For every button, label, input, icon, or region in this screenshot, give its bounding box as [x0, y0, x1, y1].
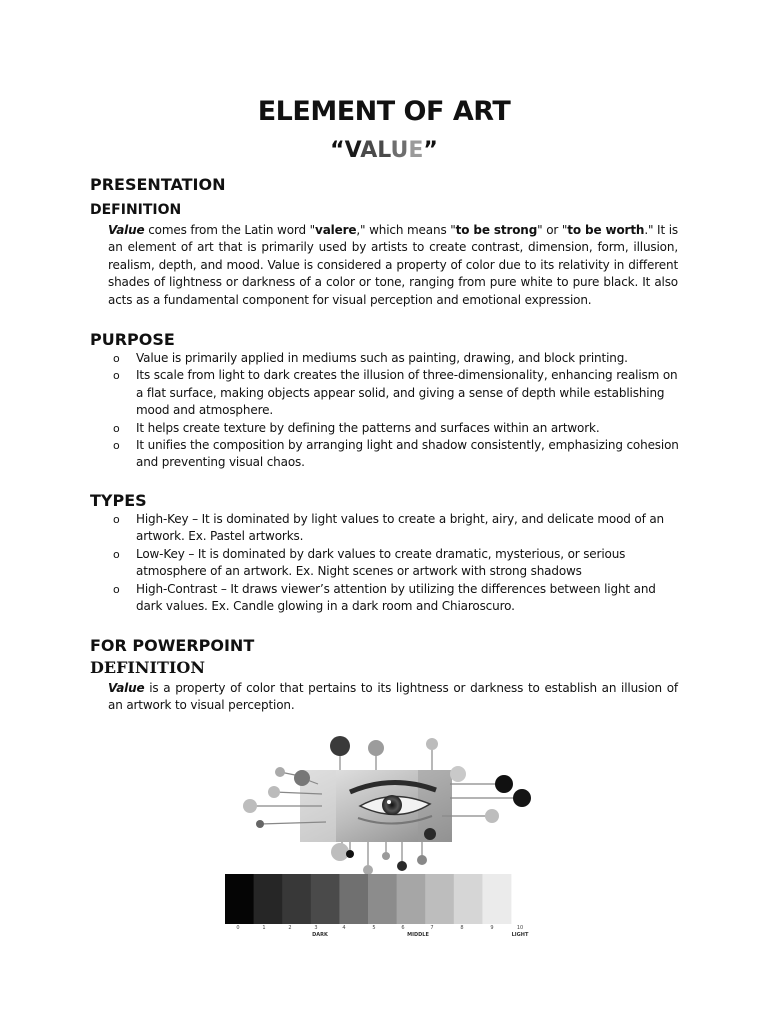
- list-item: o Low-Key – It is dominated by dark values to create dramatic, mysterious, or serious atmosphere of an artwork. Ex. Night scenes or artwork with strong shadows: [110, 546, 680, 581]
- scale-number: 4: [342, 925, 346, 931]
- powerpoint-definition-heading: DEFINITION: [90, 658, 205, 677]
- definition-text: ," which means ": [356, 223, 456, 237]
- value-swatch: [254, 874, 283, 924]
- eye-icon: [382, 795, 402, 815]
- scale-label-dark: DARK: [312, 932, 328, 938]
- subtitle-letter-e: E: [408, 138, 424, 163]
- list-item: o Its scale from light to dark creates the illusion of three-dimensionality, enhancing realism on a flat surface, making objects appear solid, and giving a sense of depth while establishing mood and atmosphere.: [110, 367, 680, 419]
- definition-text: ." It is an element of art that is primarily used by artists to create contrast, dimension, form, illusion, realism, depth, and mood. Value is considered a property of color due to its relativity in different shades of lightness or darkness of a color or tone, ranging from pure white to pure black. It also acts as a fundamental component for visual perception and emotional expression.: [108, 223, 678, 307]
- definition-heading: DEFINITION: [90, 202, 182, 218]
- definition-term: Value: [108, 223, 145, 237]
- powerpoint-definition-paragraph: [108, 680, 678, 715]
- powerpoint-heading: FOR POWERPOINT: [90, 636, 255, 655]
- definition-latin-word: valere: [315, 223, 357, 237]
- definition-meaning-2: to be worth: [567, 223, 645, 237]
- scale-number: 8: [460, 925, 464, 931]
- subtitle-letter-a: A: [360, 138, 378, 163]
- list-item: o High-Key – It is dominated by light values to create a bright, airy, and delicate mood of an artwork. Ex. Pastel artworks.: [110, 511, 680, 546]
- value-swatch: [425, 874, 454, 924]
- document-title: ELEMENT OF ART: [257, 96, 511, 127]
- definition-paragraph: [108, 222, 678, 309]
- scale-number: 9: [490, 925, 494, 931]
- list-item: o It unifies the composition by arranging light and shadow consistently, emphasizing cohesion and preventing visual chaos.: [110, 437, 680, 472]
- value-swatch: [397, 874, 426, 924]
- presentation-heading: PRESENTATION: [90, 175, 226, 194]
- scale-number: 5: [372, 925, 376, 931]
- definition-meaning-1: to be strong: [455, 223, 538, 237]
- definition-text: comes from the Latin word ": [144, 223, 316, 237]
- open-quote: “: [330, 138, 345, 163]
- value-swatch: [311, 874, 340, 924]
- scale-number: 7: [430, 925, 434, 931]
- document-subtitle: [0, 138, 768, 163]
- subtitle-letter-v: V: [344, 138, 361, 163]
- value-scale-swatches: [225, 874, 511, 924]
- list-item: o It helps create texture by defining the patterns and surfaces within an artwork.: [110, 420, 680, 437]
- list-item: o Value is primarily applied in mediums such as painting, drawing, and block printing.: [110, 350, 680, 367]
- value-scale-illustration: [222, 732, 542, 942]
- value-swatch: [339, 874, 368, 924]
- scale-number: 3: [314, 925, 318, 931]
- scale-number: 10: [516, 925, 524, 931]
- subtitle-letter-u: U: [390, 138, 409, 163]
- list-item: o High-Contrast – It draws viewer’s attention by utilizing the differences between light and dark values. Ex. Candle glowing in a dark room and Chiaroscuro.: [110, 581, 680, 616]
- definition-text: " or ": [537, 223, 568, 237]
- value-swatch: [454, 874, 483, 924]
- subtitle-letter-l: L: [377, 138, 391, 163]
- scale-number: 1: [262, 925, 266, 931]
- value-swatch: [482, 874, 511, 924]
- scale-number: 6: [401, 925, 405, 931]
- definition-term: Value: [108, 681, 145, 695]
- value-swatch: [368, 874, 397, 924]
- value-swatch: [282, 874, 311, 924]
- types-list: [110, 511, 680, 615]
- purpose-heading: PURPOSE: [90, 330, 175, 349]
- definition-text: is a property of color that pertains to its lightness or darkness to establish an illusion of an artwork to visual perception.: [108, 681, 678, 713]
- close-quote: ”: [423, 138, 438, 163]
- scale-number: 0: [236, 925, 240, 931]
- purpose-list: [110, 350, 680, 472]
- scale-label-middle: MIDDLE: [407, 932, 429, 938]
- value-swatch: [225, 874, 254, 924]
- scale-numbers: [236, 925, 523, 931]
- scale-label-light: LIGHT: [511, 932, 529, 938]
- scale-number: 2: [288, 925, 292, 931]
- types-heading: TYPES: [90, 491, 147, 510]
